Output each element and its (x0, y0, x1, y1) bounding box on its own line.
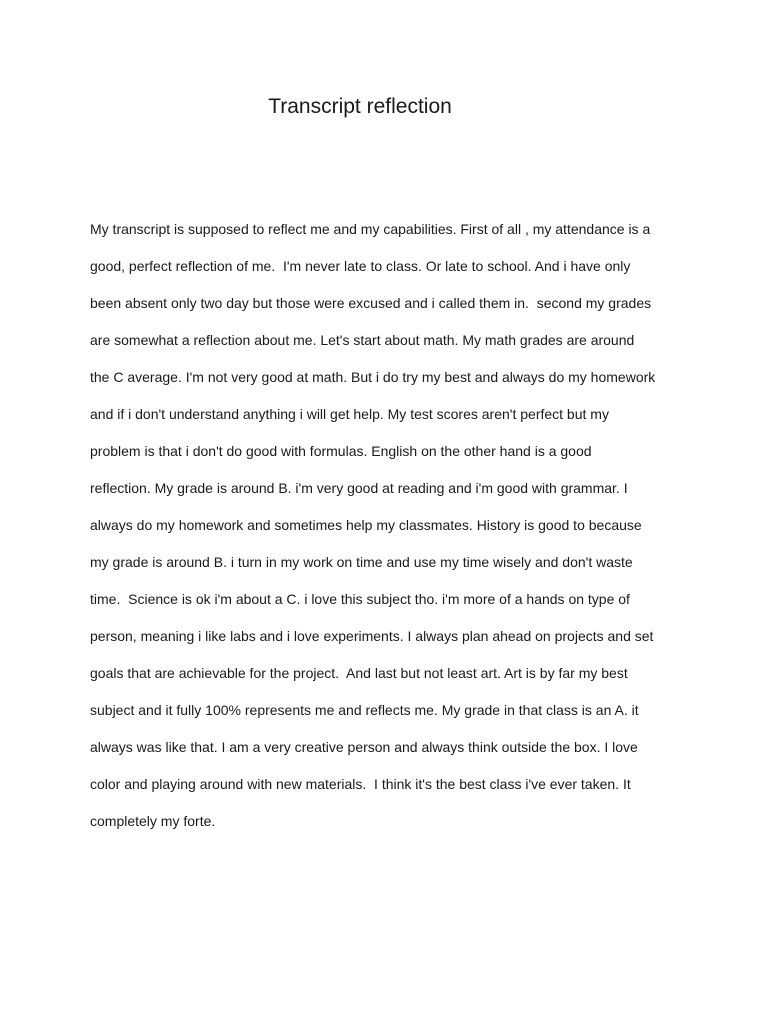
body-line-1: My transcript is supposed to reflect me and my capabilities. First of all , my attendance is a (90, 221, 651, 237)
body-line-3: been absent only two day but those were excused and i called them in. second my grades (90, 295, 652, 311)
body-line-14: subject and it fully 100% represents me and reflects me. My grade in that class is an A. it (90, 702, 639, 718)
body-line-17: completely my forte. (90, 813, 216, 829)
body-line-5: the C average. I'm not very good at math. But i do try my best and always do my homework (90, 369, 656, 385)
document-title: Transcript reflection (268, 95, 452, 118)
body-line-9: always do my homework and sometimes help my classmates. History is good to because (90, 517, 642, 533)
body-line-12: person, meaning i like labs and i love experiments. I always plan ahead on projects and set (90, 628, 654, 644)
body-line-11: time. Science is ok i'm about a C. i love this subject tho. i'm more of a hands on type of (90, 591, 630, 607)
body-line-7: problem is that i don't do good with formulas. English on the other hand is a good (90, 443, 592, 459)
body-line-8: reflection. My grade is around B. i'm very good at reading and i'm good with grammar. I (90, 480, 628, 496)
body-line-2: good, perfect reflection of me. I'm never late to class. Or late to school. And i have only (90, 258, 631, 274)
body-line-16: color and playing around with new materials. I think it's the best class i've ever taken. It (90, 776, 631, 792)
body-line-10: my grade is around B. i turn in my work on time and use my time wisely and don't waste (90, 554, 633, 570)
body-line-13: goals that are achievable for the project. And last but not least art. Art is by far my best (90, 665, 628, 681)
body-line-15: always was like that. I am a very creative person and always think outside the box. I love (90, 739, 638, 755)
body-line-6: and if i don't understand anything i will get help. My test scores aren't perfect but my (90, 406, 609, 422)
document-body (90, 218, 690, 847)
body-line-4: are somewhat a reflection about me. Let's start about math. My math grades are around (90, 332, 635, 348)
